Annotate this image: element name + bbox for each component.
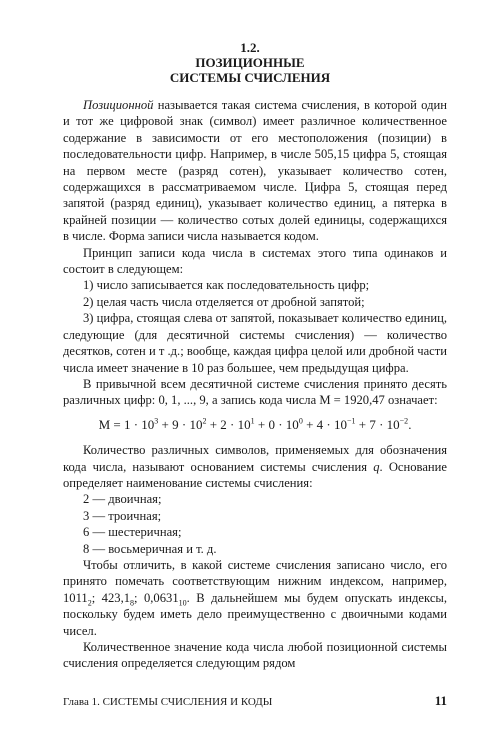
rule-item: 2) целая часть числа отделяется от дробной запятой; [83,294,365,309]
formula-exponent: 3 [154,416,159,426]
paragraph-base-text: . Основание определяет наименование системы счисления: [63,459,447,490]
paragraph-decimal: В привычной всем десятичной системе счисления принято десять различных цифр: 0, 1, ..., 9, а запись кода числа M = 1920,47 означает: [63,376,447,408]
section-number: 1.2. [240,40,260,55]
page-footer [63,693,447,709]
formula-term: + 9 · 10 [158,416,203,432]
formula-term: M = 1 · 10 [98,416,155,432]
paragraph-index-text: Чтобы отличить, в какой системе счисления записано число, его принято помечать соответствующим нижним индексом, например, 1011 [63,557,447,605]
paragraph-index-text: ; 0,0631 [134,590,179,605]
subscript: 10 [178,598,187,608]
chapter-title: Глава 1. СИСТЕМЫ СЧИСЛЕНИЯ И КОДЫ [63,696,273,708]
formula-exponent: 1 [250,416,255,426]
base-list-item: 6 — шестеричная; [83,525,182,540]
paragraph-base-text: Количество различных символов, применяемых для обозначения кода числа, называют основанием системы счисления [63,443,447,474]
paragraph-base [63,442,447,491]
paragraph-index [63,557,447,639]
paragraph-index-text: ; 423,1 [91,590,131,605]
defined-term: Позиционной [83,98,154,112]
paragraph-series: Количественное значение кода числа любой позиционной системы счисления определяется следующим рядом [63,640,447,671]
base-list-item: 3 — троичная; [83,508,162,523]
subscript: 8 [130,598,135,608]
formula-exponent: −2 [399,416,409,426]
formula-exponent: 0 [298,416,303,426]
paragraph-index-text: . В дальнейшем мы будем опускать индексы, поскольку будем иметь дело преимущественно с двоичными кодами чисел. [63,590,448,638]
base-list-item: 2 — двоичная; [83,492,162,507]
paragraph-definition-text: называется такая система счисления, в которой один и тот же цифровой знак (символ) имеет различное количественное содержание в зависимости от его местоположения (позиции) в последовательности цифр. Например, в числе 505,15 цифра 5, стоящая на первом месте (разряд сотен), указывает количество сотен, содержащихся в рассматриваемом числе. Цифра 5, стоящая перед запятой (разряд единиц), указывает количество единиц, а пятерка в крайней позиции — количество сотых долей единицы, содержащихся в числе. Форма записи числа называется кодом. [63,98,447,244]
rule-item: 1) число записывается как последовательность цифр; [83,278,370,293]
formula-term: . [408,416,412,432]
formula-exponent: −1 [346,416,356,426]
paragraph-definition [63,97,447,245]
section-heading [0,40,500,85]
page-number: 11 [434,693,447,708]
base-list-item: 8 — восьмеричная и т. д. [83,541,217,556]
formula-term: + 7 · 10 [355,416,400,432]
formula-exponent: 2 [202,416,207,426]
base-symbol: q [373,459,380,474]
formula-term: + 4 · 10 [302,416,347,432]
body-text [63,97,447,672]
paragraph-principle: Принцип записи кода числа в системах этого типа одинаков и состоит в следующем: [63,245,447,277]
subscript: 2 [87,598,92,608]
rule-item: 3) цифра, стоящая слева от запятой, показывает количество единиц, следующие (для десятичной системы счисления) — количество десятков, сотен и т .д.; вообще, каждая цифра целой или дробной части числа имеет значение в 10 раз большее, чем предыдущая цифра. [63,311,447,375]
formula [63,417,447,433]
formula-term: + 0 · 10 [254,416,299,432]
section-title-line-1: ПОЗИЦИОННЫЕ [195,55,305,70]
section-title-line-2: СИСТЕМЫ СЧИСЛЕНИЯ [169,70,331,85]
formula-term: + 2 · 10 [206,416,251,432]
